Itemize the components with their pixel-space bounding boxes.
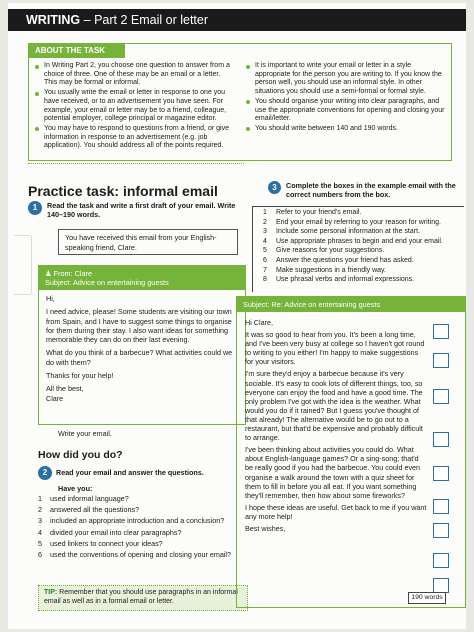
example-email [236,296,466,608]
answer-box[interactable] [433,432,449,447]
email-closing: Best wishes, [245,523,286,533]
step-number-badge: 3 [268,181,281,194]
about-the-task-box [28,43,452,161]
list-item: 2 answered all the questions? [38,505,140,515]
binder-ring-mark [14,235,32,295]
step-2-text: Read your email and answer the questions. [56,468,204,477]
have-you-label: Have you: [58,484,93,493]
about-right-list [246,62,445,152]
about-item: You may have to respond to questions from a friend, or give information in response to an advertisement (e.g. job application). You should address all of the points required. [35,125,234,151]
tip-box [38,585,248,611]
functions-box [252,206,464,292]
list-item: 1 used informal language? [38,494,129,503]
email-body [39,290,245,411]
answer-box[interactable] [433,466,449,481]
email-paragraph: I need advice, please! Some students are visiting our town from Spain, and I have to suggest some things to organise for them during their stay. I also want ideas for something memorable they can do on their last evening. [46,307,232,345]
section-part: – Part 2 Email or letter [80,13,208,27]
email-paragraph: Thanks for your help! [46,371,114,381]
list-item: 5 used linkers to connect your ideas? [38,538,163,548]
list-item: 8 Use phrasal verbs and informal expressions. [263,276,415,284]
list-item: 1 Refer to your friend's email. [263,209,362,216]
section-name: WRITING [26,13,81,27]
write-your-email-label: Write your email. [58,429,112,438]
answer-box[interactable] [433,389,449,404]
practice-title: Practice task: informal email [28,183,218,199]
list-item: 5 Give reasons for your suggestions. [263,247,385,255]
list-item: 2 End your email by referring to your reason for writing. [263,218,441,226]
email-greeting: Hi, [46,294,55,303]
step-2 [38,466,204,480]
answer-box[interactable] [433,324,449,339]
about-item: It is important to write your email or letter in a style appropriate for the person you are writing to. If you know the person well, you should use an informal style. In other situations you should use a semi-formal or formal style. [246,62,445,97]
person-icon: ♟ [45,269,54,278]
word-count-badge: 190 words [408,592,446,604]
section-header [8,9,466,31]
tip-label: TIP: [44,589,58,596]
list-item: 3 Include some personal information at the start. [263,228,420,236]
clare-email [38,265,246,425]
step-number-badge: 2 [38,466,52,480]
answer-box[interactable] [433,499,449,514]
email-closing: All the best, [46,384,84,394]
list-item: 7 Make suggestions in a friendly way. [263,266,386,274]
email-from: ♟ From: Clare [45,269,93,278]
email-body [237,312,465,533]
checklist-questions [38,495,248,562]
list-item: 4 divided your email into clear paragraphs? [38,527,182,537]
about-the-task-label: ABOUT THE TASK [29,44,125,58]
step-3-text: Complete the boxes in the example email with the correct numbers from the box. [286,181,456,199]
list-item: 3 included an appropriate introduction and a conclusion? [38,516,225,526]
step-1 [28,201,240,219]
section-divider [28,163,244,164]
about-item: In Writing Part 2, you choose one question to answer from a choice of three. One of these may be an email or a letter. This may be formal or informal. [35,62,234,88]
tip-text: Remember that you should use paragraphs in an informal email as well as in a formal email or letter. [44,589,238,605]
email-greeting: Hi Clare, [245,318,273,327]
about-item: You usually write the email or letter in response to one you have received, or to an advertisement you have seen. For example, your email or letter may be to a friend, colleague, potential employer, college principal or magazine editor. [35,89,234,124]
answer-box[interactable] [433,353,449,368]
how-did-you-do-title: How did you do? [38,449,123,461]
answer-box[interactable] [433,578,449,593]
email-paragraph: I hope these ideas are useful. Get back to me if you want any more help! [245,502,427,521]
about-item: You should write between 140 and 190 words. [246,125,445,134]
step-1-text: Read the task and write a first draft of your email. Write 140–190 words. [47,201,236,219]
email-signature: Clare [46,393,64,403]
step-3 [268,181,464,199]
email-subject: Subject: Re: Advice on entertaining guests [237,297,465,312]
list-item: 4 Use appropriate phrases to begin and end your email. [263,237,443,245]
about-left-list [35,62,234,152]
about-item: You should organise your writing into clear paragraphs, and use the appropriate conventions for opening and closing your email/letter. [246,98,445,124]
list-item: 6 Answer the questions your friend has asked. [263,256,414,264]
email-subject: Subject: Advice on entertaining guests [45,278,169,287]
email-paragraph: I've been thinking about activities you could do. What about English-language games? Or a sing-song; that'd be really good if you had the barbecue. You could even organise a walk around the town with a quiz sheet for them to fill in before you all eat. If you want something they'll remember, then how about some fireworks? [245,445,421,500]
answer-box[interactable] [433,553,449,568]
email-paragraph: What do you think of a barbecue? What activities could we do with them? [46,348,233,367]
task-prompt-box: You have received this email from your English-speaking friend, Clare. [58,229,238,255]
answer-box[interactable] [433,523,449,538]
email-paragraph: I'm sure they'd enjoy a barbecue because it's very sociable. It's easy to cook lots of different things, too, so everyone can enjoy the food and have a good time. The only problem I've got with the idea is the weather. What would you do if it rained? But I guess you've thought of that already! The alternative would be to go out to a restaurant, but that'd be expensive and probably difficult to arrange. [245,369,423,443]
workbook-page [8,3,466,629]
email-header [39,266,245,290]
email-paragraph: It was so good to hear from you. It's been a long time, and I've been very busy at college so I haven't got round to writing to you either! I'm happy to make suggestions for your visitors. [245,330,425,367]
step-number-badge: 1 [28,201,42,215]
list-item: 6 used the conventions of opening and closing your email? [38,549,232,559]
